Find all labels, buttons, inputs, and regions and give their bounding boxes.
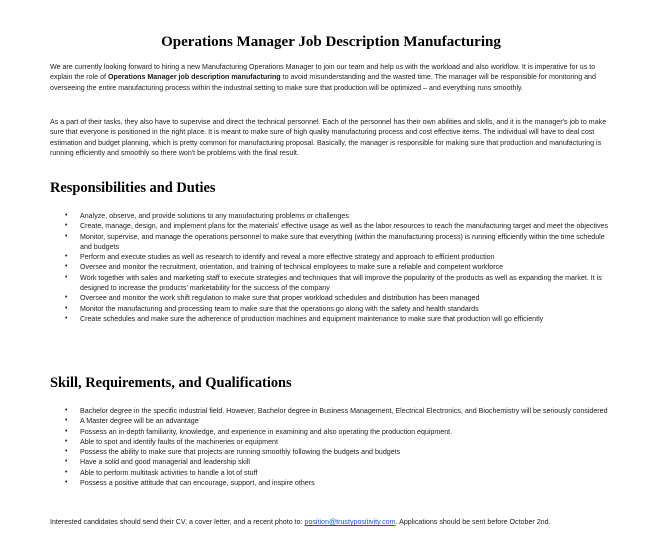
responsibilities-item: • Work together with sales and marketing staff to execute strategies and techniques that will improve the popularity of the products as well as expanding the market. It is designed to increase the products' marketability for the success of the company: [57, 273, 617, 294]
skills-item: • Possess a positive attitude that can encourage, support, and inspire others: [57, 478, 617, 488]
skills-item: • Have a solid and good managerial and leadership skill: [57, 457, 617, 467]
skills-item: • Able to perform multitask activities to handle a lot of stuff: [57, 468, 617, 478]
skills-heading: Skill, Requirements, and Qualifications: [50, 375, 292, 391]
responsibilities-item: • Create schedules and make sure the adherence of production machines and equipment maintenance to make sure that production will go efficiently: [57, 314, 617, 324]
responsibilities-item: • Create, manage, design, and implement plans for the materials' effective usage as well as the labor resources to reach the manufacturing target and meet the objectives: [57, 221, 617, 231]
skills-list: [57, 406, 617, 488]
skills-item: • Bachelor degree in the specific industrial field. However, Bachelor degree in Business Management, Electrical Electronics, and Biochemistry will be seriously considered: [57, 406, 617, 416]
responsibilities-item: • Oversee and monitor the recruitment, orientation, and training of technical employees to make sure a reliable and competent workforce: [57, 262, 617, 272]
closing-paragraph: [50, 517, 616, 527]
closing-text-before: Interested candidates should send their CV, a cover letter, and a recent photo to:: [50, 518, 305, 526]
responsibilities-item: • Monitor, supervise, and manage the operations personnel to make sure that everything (within the manufacturing process) is running efficiently within the time schedule and budgets: [57, 232, 617, 253]
intro-text-1b: to avoid misunderstanding and the wasted time. The manager will be responsible for monitoring and overseeing the entire manufacturing process within the industrial setting to make sure that production will be optimized – and everything runs smoothly.: [50, 73, 596, 92]
responsibilities-item: • Analyze, observe, and provide solutions to any manufacturing problems or challenges: [57, 211, 617, 221]
responsibilities-item: • Oversee and monitor the work shift regulation to make sure that proper workload schedules and distribution has been managed: [57, 293, 617, 303]
responsibilities-list: [57, 211, 617, 324]
skills-item: • Possess an in-depth familiarity, knowledge, and experience in examining and also operating the production equipment.: [57, 427, 617, 437]
intro-paragraph-1: [50, 62, 616, 93]
intro-text-1a: We are currently looking forward to hiring a new Manufacturing Operations Manager to join our team and help us with the workload and also workflow. It is imperative for us to explain the role of: [50, 63, 596, 82]
responsibilities-heading: Responsibilities and Duties: [50, 180, 216, 196]
responsibilities-item: • Perform and execute studies as well as research to identify and reveal a more effective strategy and approach to efficient production: [57, 252, 617, 262]
intro-paragraph-2: As a part of their tasks, they also have to supervise and direct the technical personnel. Each of the personnel has their own abilities and skills, and it is the manager's job to make sure that everyone is positioned in the right place. It is meant to make sure of high quality manufacturing process and cost effective items. The individual will have to deal cost estimation and budget planning, which is pretty common for manufacturing proposal. Basically, the manager is responsible for making sure that production and manufacturing is running efficiently and smoothly so there won't be problems with the final result.: [50, 118, 607, 157]
page-title: Operations Manager Job Description Manufacturing: [161, 34, 501, 50]
skills-item: • Possess the ability to make sure that projects are running smoothly following the budgets and budgets: [57, 447, 617, 457]
closing-text-after: . Applications should be sent before October 2nd.: [395, 518, 551, 526]
skills-item: • Able to spot and identify faults of the machineries or equipment: [57, 437, 617, 447]
email-link[interactable]: position@trustypositivity.com: [304, 518, 396, 526]
skills-item: • A Master degree will be an advantage: [57, 416, 617, 426]
intro-bold-keyword: Operations Manager job description manufacturing: [107, 73, 281, 82]
responsibilities-item: • Monitor the manufacturing and processing team to make sure that the operations go along with the safety and health standards: [57, 304, 617, 314]
